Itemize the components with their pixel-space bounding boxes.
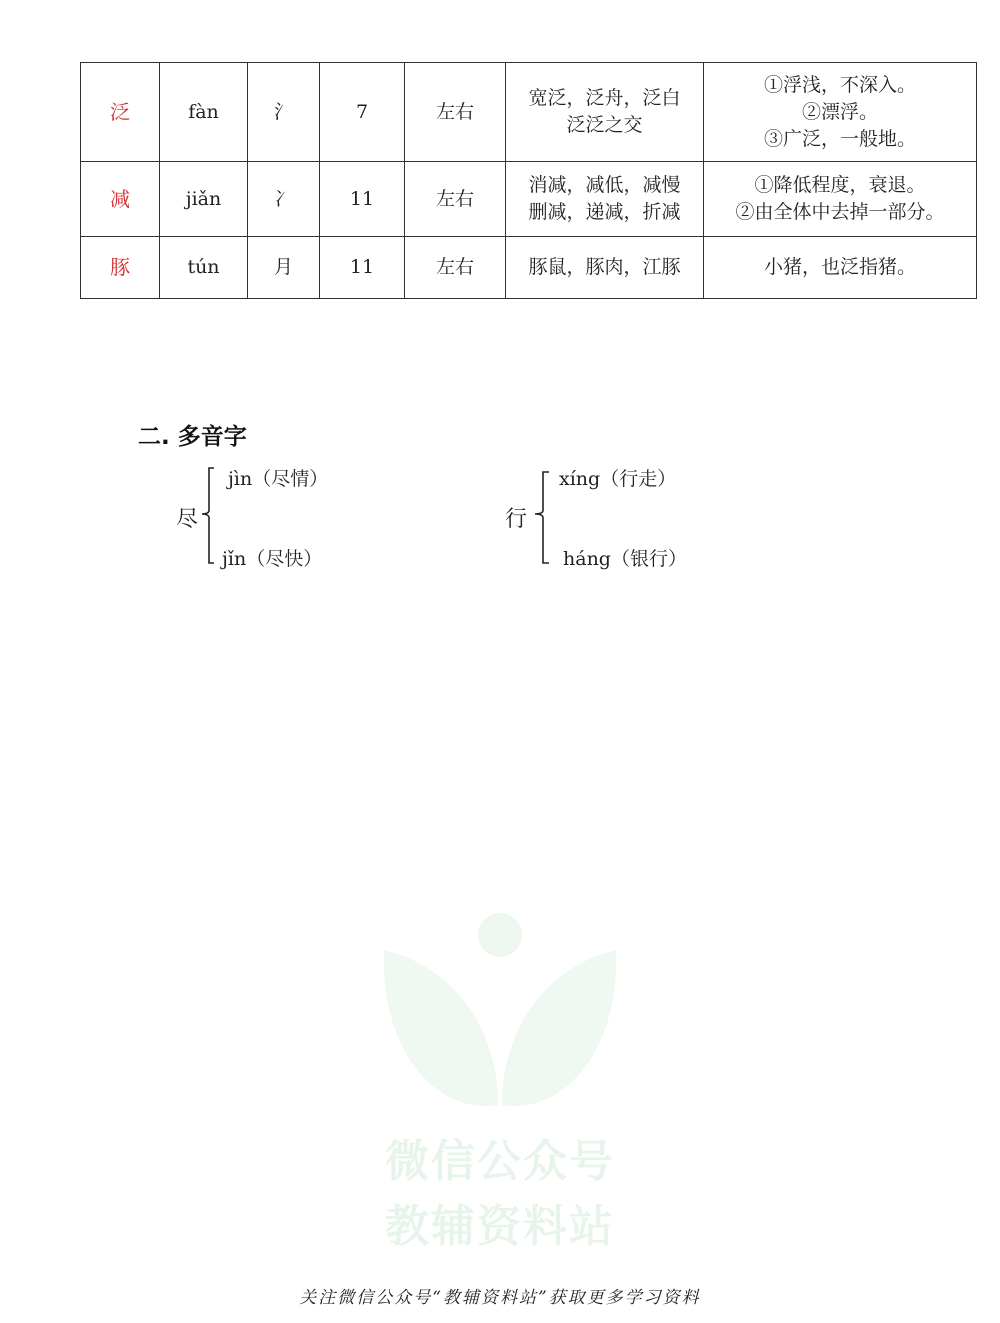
- polyphone-group: [505, 462, 725, 572]
- word-line: 消减，减低，减慢: [528, 174, 681, 196]
- reading-top: jìn（尽情）: [228, 468, 329, 490]
- table-row: [81, 162, 977, 237]
- meaning-cell: [704, 63, 977, 162]
- meaning-line: ①降低程度，衰退。: [754, 174, 926, 196]
- character-table: [80, 62, 977, 299]
- strokes-cell: 11: [320, 162, 405, 237]
- radical-cell: 冫: [248, 162, 320, 237]
- watermark-line: 教辅资料站: [385, 1201, 615, 1252]
- watermark-line: 微信公众号: [385, 1136, 615, 1187]
- structure-cell: 左右: [405, 237, 506, 299]
- pinyin-cell: tún: [160, 237, 248, 299]
- character-cell: 泛: [81, 63, 160, 162]
- word-line: 泛泛之交: [566, 114, 643, 136]
- table-row: [81, 237, 977, 299]
- character-cell: 减: [81, 162, 160, 237]
- pinyin-cell: fàn: [160, 63, 248, 162]
- radical-cell: 月: [248, 237, 320, 299]
- reading-bottom: háng（银行）: [563, 548, 687, 570]
- polyphone-character: 行: [505, 507, 528, 532]
- reading-top: xíng（行走）: [559, 468, 677, 490]
- radical-cell: 氵: [248, 63, 320, 162]
- word-line: 宽泛，泛舟，泛白: [528, 87, 681, 109]
- meaning-line: ②由全体中去掉一部分。: [735, 201, 945, 223]
- footer-note: 关注微信公众号“教辅资料站”获取更多学习资料: [299, 1288, 701, 1308]
- strokes-cell: 11: [320, 237, 405, 299]
- word-line: 豚鼠，豚肉，江豚: [528, 256, 681, 278]
- table-row: [81, 63, 977, 162]
- words-cell: [506, 63, 704, 162]
- polyphone-group: [176, 462, 376, 572]
- meaning-line: ①浮浅，不深入。: [763, 73, 916, 96]
- words-cell: [506, 162, 704, 237]
- reading-bottom: jǐn（尽快）: [222, 548, 323, 570]
- words-cell: [506, 237, 704, 299]
- meaning-cell: [704, 162, 977, 237]
- sprout-logo-icon: [370, 905, 630, 1120]
- meaning-cell: [704, 237, 977, 299]
- polyphone-character: 尽: [176, 507, 199, 532]
- bracket-icon: [529, 462, 559, 572]
- watermark: [370, 905, 630, 1252]
- meaning-line: ③广泛，一般地。: [763, 127, 916, 150]
- word-line: 删减，递减，折减: [528, 201, 681, 223]
- structure-cell: 左右: [405, 162, 506, 237]
- structure-cell: 左右: [405, 63, 506, 162]
- pinyin-cell: jiǎn: [160, 162, 248, 237]
- meaning-line: ②漂浮。: [801, 100, 878, 123]
- strokes-cell: 7: [320, 63, 405, 162]
- character-cell: 豚: [81, 237, 160, 299]
- meaning-line: 小猪，也泛指猪。: [763, 256, 916, 278]
- section-title: 二. 多音字: [138, 424, 247, 450]
